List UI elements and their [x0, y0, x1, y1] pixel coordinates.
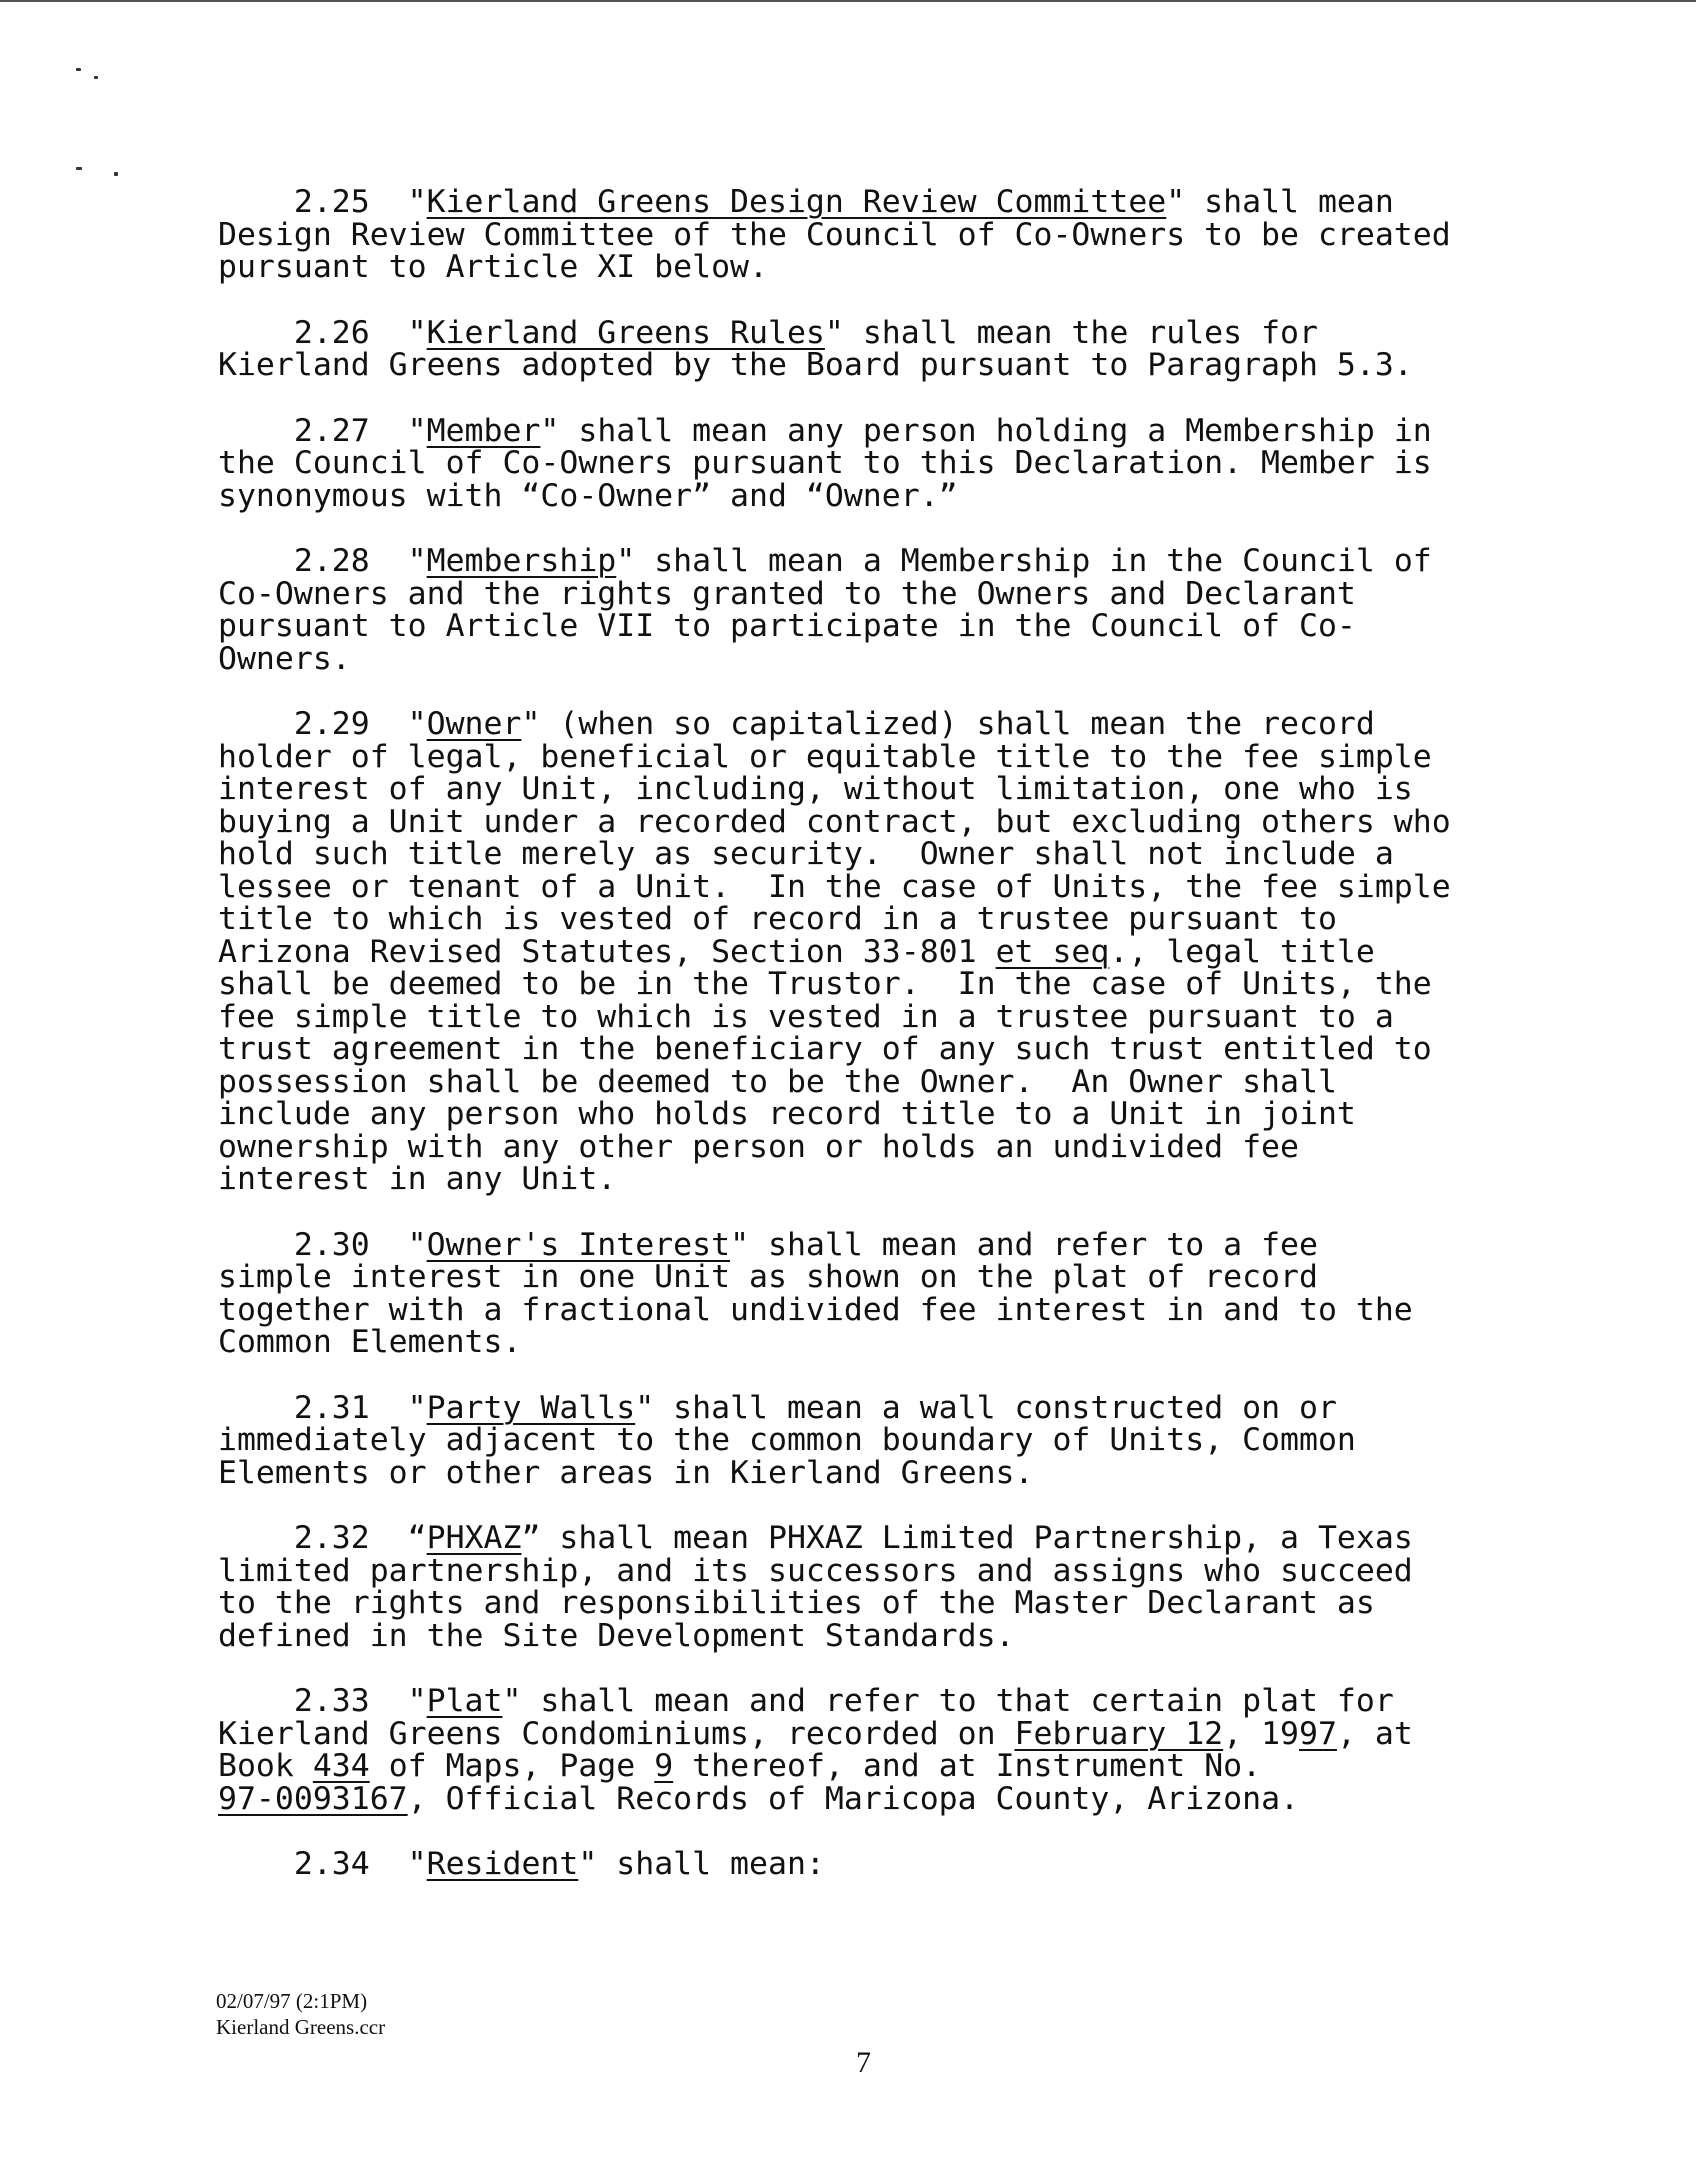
- definition-line: shall be deemed to be in the Trustor. In the case of Units, the: [218, 966, 1432, 1002]
- definition-lead-line: 2.30 "Owner's Interest" shall mean and refer to a fee: [293, 1226, 1318, 1263]
- definition-lead-text: " shall mean: [1166, 184, 1394, 220]
- defined-term: Party Walls: [426, 1389, 636, 1426]
- definition-line: defined in the Site Development Standards.: [218, 1617, 1015, 1654]
- plat-recorded-year: 97: [1299, 1715, 1337, 1752]
- page-number: 7: [856, 2046, 871, 2079]
- paragraph-gap: [218, 1652, 1548, 1685]
- definition-2-26: [218, 314, 1548, 383]
- paragraph-gap: [218, 1815, 1548, 1848]
- plat-text: , Official Records of Maricopa County, Arizona.: [407, 1780, 1299, 1817]
- definition-line: include any person who holds record title to a Unit in joint: [218, 1096, 1356, 1132]
- definition-lead-text: " shall mean the rules for: [824, 314, 1318, 351]
- plat-instrument-number: 97-0093167: [218, 1780, 408, 1817]
- section-number: 2.34: [293, 1846, 370, 1882]
- document-body: [218, 186, 1548, 1881]
- defined-term: Owner: [426, 706, 522, 742]
- definition-lead-text: " shall mean and refer to that certain plat for: [502, 1683, 1394, 1719]
- paragraph-gap: [218, 284, 1548, 317]
- definition-line: Owners.: [218, 640, 351, 677]
- definition-line: together with a fractional undivided fee interest in and to the: [218, 1291, 1413, 1328]
- section-number: 2.29: [293, 706, 370, 742]
- section-number: 2.32: [293, 1520, 370, 1556]
- plat-text: Book: [218, 1748, 313, 1784]
- paragraph-gap: [218, 512, 1548, 545]
- definition-lead-line: 2.29 "Owner" (when so capitalized) shall mean the record: [293, 706, 1375, 742]
- definition-line: hold such title merely as security. Owner shall not include a: [218, 836, 1394, 872]
- footer-date: 02/07/97 (2:1PM): [216, 1989, 368, 2013]
- definition-lead-line: 2.34 "Resident" shall mean:: [293, 1846, 825, 1882]
- definition-2-34: [218, 1848, 1548, 1881]
- definition-text: Arizona Revised Statutes, Section 33-801: [218, 933, 996, 970]
- definition-2-25: [218, 186, 1548, 284]
- plat-text: Kierland Greens Condominiums, recorded on: [218, 1715, 1015, 1752]
- definition-lead-text: " shall mean a wall constructed on or: [635, 1389, 1337, 1426]
- definition-line: Design Review Committee of the Council of Co-Owners to be created: [218, 216, 1451, 253]
- definition-line: title to which is vested of record in a trustee pursuant to: [218, 901, 1337, 937]
- definition-line: buying a Unit under a recorded contract, but excluding others who: [218, 803, 1451, 840]
- definition-lead-text: " (when so capitalized) shall mean the record: [521, 706, 1375, 742]
- definition-lead-text: " shall mean:: [578, 1846, 825, 1882]
- definition-lead-line: 2.31 "Party Walls" shall mean a wall constructed on or: [293, 1389, 1337, 1426]
- definition-line: holder of legal, beneficial or equitable title to the fee simple: [218, 738, 1432, 775]
- page-footer: [216, 1988, 385, 2040]
- plat-recorded-date: February 12: [1014, 1715, 1224, 1752]
- definition-lead-line: 2.27 "Member" shall mean any person holding a Membership in: [293, 412, 1432, 449]
- section-number: 2.27: [293, 412, 370, 449]
- plat-page-number: 9: [654, 1748, 674, 1784]
- scan-speck: [76, 167, 82, 170]
- definition-2-29: [218, 708, 1548, 1196]
- plat-line: [218, 1780, 1548, 1817]
- plat-book-number: 434: [312, 1748, 370, 1784]
- definition-line: the Council of Co-Owners pursuant to this Declaration. Member is: [218, 445, 1432, 481]
- definition-line: Kierland Greens adopted by the Board pursuant to Paragraph 5.3.: [218, 347, 1413, 383]
- plat-line: [218, 1715, 1548, 1752]
- defined-term: Owner's Interest: [426, 1226, 731, 1263]
- definition-line: fee simple title to which is vested in a trustee pursuant to a: [218, 998, 1394, 1035]
- defined-term: Member: [426, 412, 541, 449]
- paragraph-gap: [218, 1359, 1548, 1392]
- definition-2-30: [218, 1226, 1548, 1360]
- plat-text: , 19: [1223, 1715, 1299, 1752]
- paragraph-gap: [218, 382, 1548, 415]
- definition-line: to the rights and responsibilities of the Master Declarant as: [218, 1585, 1375, 1621]
- definition-line: synonymous with “Co-Owner” and “Owner.”: [218, 477, 958, 514]
- definition-2-28: [218, 545, 1548, 675]
- section-number: 2.33: [293, 1683, 370, 1719]
- definition-2-32: [218, 1522, 1548, 1652]
- definition-line: possession shall be deemed to be the Owner. An Owner shall: [218, 1063, 1337, 1100]
- section-number: 2.26: [293, 314, 370, 351]
- plat-text: of Maps, Page: [369, 1748, 655, 1784]
- defined-term: Membership: [426, 543, 617, 579]
- definition-line: interest in any Unit.: [218, 1161, 617, 1197]
- definition-lead-line: 2.26 "Kierland Greens Rules" shall mean the rules for: [293, 314, 1318, 351]
- definition-lead-text: ” shall mean PHXAZ Limited Partnership, a Texas: [521, 1520, 1413, 1556]
- definition-line: limited partnership, and its successors and assigns who succeed: [218, 1552, 1413, 1589]
- definition-line: ownership with any other person or holds an undivided fee: [218, 1128, 1299, 1165]
- section-number: 2.25: [293, 184, 370, 220]
- definition-lead-line: 2.25 "Kierland Greens Design Review Committee" shall mean: [293, 184, 1394, 220]
- plat-line: [218, 1750, 1548, 1783]
- definition-line: interest of any Unit, including, without limitation, one who is: [218, 771, 1413, 807]
- defined-term: Kierland Greens Design Review Committee: [426, 184, 1167, 220]
- definition-lead-line: 2.32 “PHXAZ” shall mean PHXAZ Limited Partnership, a Texas: [293, 1520, 1413, 1556]
- section-number: 2.28: [293, 543, 370, 579]
- definition-text: ., legal title: [1109, 933, 1375, 970]
- definition-2-27: [218, 412, 1548, 514]
- definition-line: Common Elements.: [218, 1324, 522, 1360]
- definition-lead-line: 2.33 "Plat" shall mean and refer to that certain plat for: [293, 1683, 1394, 1719]
- definition-line: pursuant to Article XI below.: [218, 249, 768, 285]
- defined-term: Plat: [426, 1683, 503, 1719]
- paragraph-gap: [218, 675, 1548, 708]
- paragraph-gap: [218, 1489, 1548, 1522]
- defined-term: Resident: [426, 1846, 579, 1882]
- definition-lead-line: 2.28 "Membership" shall mean a Membership in the Council of: [293, 543, 1432, 579]
- defined-term: Kierland Greens Rules: [426, 314, 825, 351]
- definition-2-33: [218, 1685, 1548, 1815]
- scan-top-border: [0, 0, 1696, 2]
- scan-speck: [76, 68, 81, 71]
- definition-lead-text: " shall mean and refer to a fee: [730, 1226, 1318, 1263]
- definition-lead-text: " shall mean a Membership in the Council of: [616, 543, 1432, 579]
- et-seq-term: et seq: [995, 933, 1110, 970]
- defined-term: PHXAZ: [426, 1520, 522, 1556]
- definition-2-31: [218, 1389, 1548, 1491]
- definition-line: trust agreement in the beneficiary of any such trust entitled to: [218, 1031, 1432, 1067]
- definition-line: simple interest in one Unit as shown on the plat of record: [218, 1259, 1318, 1295]
- definition-line: Co-Owners and the rights granted to the Owners and Declarant: [218, 575, 1356, 612]
- definition-lead-text: " shall mean any person holding a Membership in: [540, 412, 1432, 449]
- plat-text: thereof, and at Instrument No.: [673, 1748, 1262, 1784]
- footer-filename: Kierland Greens.ccr: [216, 2015, 386, 2039]
- scan-speck: [94, 76, 98, 79]
- scan-speck: [114, 172, 118, 176]
- section-number: 2.31: [293, 1389, 370, 1426]
- plat-text: , at: [1336, 1715, 1413, 1752]
- definition-line: pursuant to Article VII to participate in the Council of Co-: [218, 608, 1356, 644]
- paragraph-gap: [218, 1196, 1548, 1229]
- section-number: 2.30: [293, 1226, 370, 1263]
- definition-line: immediately adjacent to the common boundary of Units, Common: [218, 1422, 1356, 1458]
- definition-line: [218, 933, 1548, 970]
- definition-line: lessee or tenant of a Unit. In the case of Units, the fee simple: [218, 868, 1451, 905]
- definition-line: Elements or other areas in Kierland Greens.: [218, 1454, 1034, 1491]
